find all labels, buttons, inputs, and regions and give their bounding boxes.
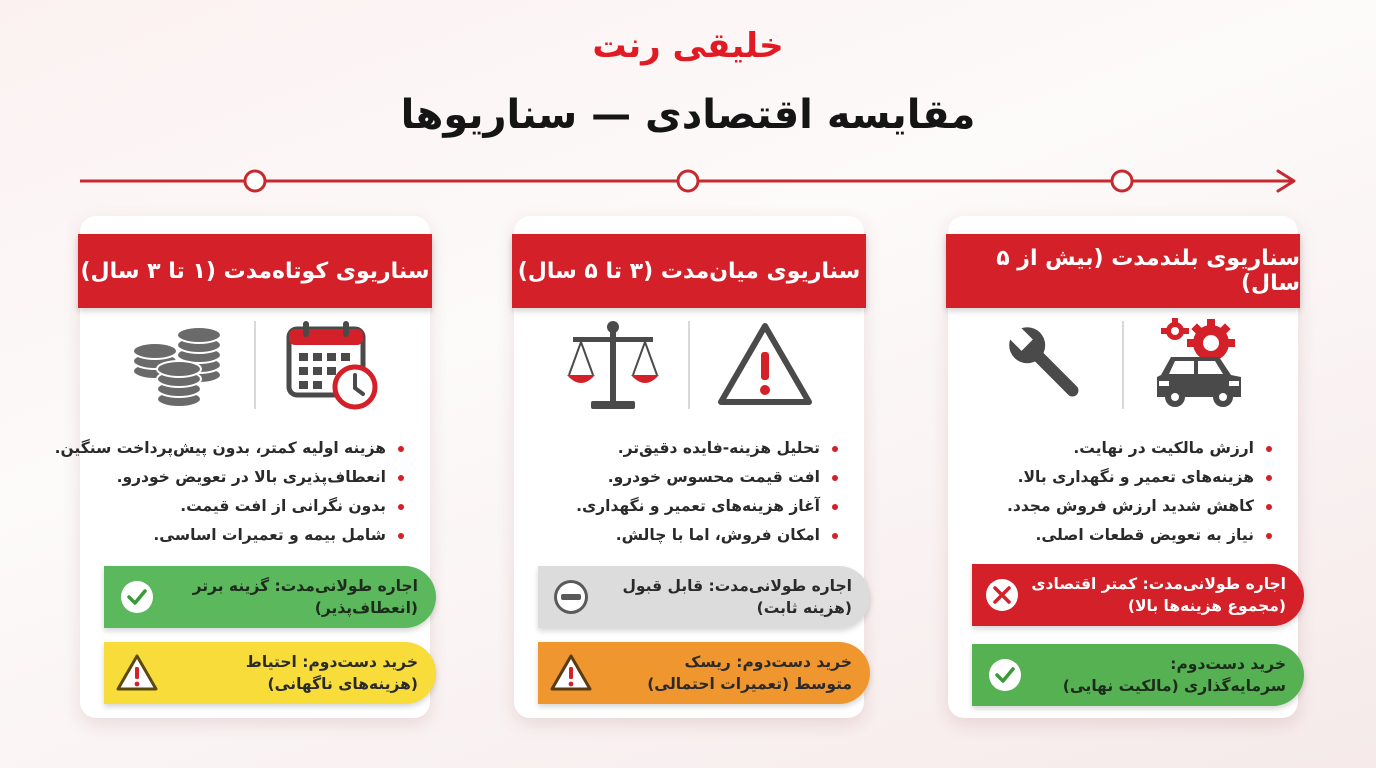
card-icons bbox=[80, 316, 430, 414]
buy-line2: (هزینه‌های ناگهانی) bbox=[267, 675, 418, 693]
timeline-node bbox=[678, 171, 698, 191]
x-circle-icon bbox=[972, 564, 1031, 626]
list-item: ارزش مالکیت در نهایت. bbox=[948, 434, 1278, 463]
scale-icon bbox=[538, 316, 688, 414]
car-gears-icon bbox=[1124, 316, 1274, 414]
buy-line1: خرید دست‌دوم: احتیاط bbox=[245, 653, 418, 671]
buy-line2: سرمایه‌گذاری (مالکیت نهایی) bbox=[1062, 677, 1286, 695]
list-item: افت قیمت محسوس خودرو. bbox=[514, 463, 844, 492]
list-item: هزینه‌های تعمیر و نگهداری بالا. bbox=[948, 463, 1278, 492]
bullet-list bbox=[948, 434, 1278, 550]
timeline-node bbox=[1112, 171, 1132, 191]
card-title: سناریوی بلندمدت (بیش از ۵ سال) bbox=[946, 234, 1300, 308]
list-item: کاهش شدید ارزش فروش مجدد. bbox=[948, 492, 1278, 521]
list-item: انعطاف‌پذیری بالا در تعویض خودرو. bbox=[80, 463, 410, 492]
icon-divider bbox=[254, 321, 256, 409]
bullet-list bbox=[514, 434, 844, 550]
brand-title: خلیقی رنت bbox=[592, 26, 784, 66]
warning-triangle-icon bbox=[690, 316, 840, 414]
card-long-term bbox=[948, 216, 1298, 718]
list-item: بدون نگرانی از افت قیمت. bbox=[80, 492, 410, 521]
list-item: هزینه اولیه کمتر، بدون پیش‌پرداخت سنگین. bbox=[80, 434, 410, 463]
buy-verdict bbox=[972, 644, 1304, 706]
lease-line2: (هزینه ثابت) bbox=[756, 599, 852, 617]
list-item: آغاز هزینه‌های تعمیر و نگهداری. bbox=[514, 492, 844, 521]
list-item: امکان فروش، اما با چالش. bbox=[514, 521, 844, 550]
timeline-arrow bbox=[70, 166, 1310, 196]
wrench-icon bbox=[972, 316, 1122, 414]
buy-line1: خرید دست‌دوم: ریسک bbox=[684, 653, 852, 671]
buy-verdict bbox=[538, 642, 870, 704]
warning-icon bbox=[538, 642, 604, 704]
lease-line1: اجاره طولانی‌مدت: قابل قبول bbox=[622, 577, 852, 595]
card-title: سناریوی میان‌مدت (۳ تا ۵ سال) bbox=[512, 234, 866, 308]
buy-line1: خرید دست‌دوم: bbox=[1170, 655, 1286, 673]
lease-verdict bbox=[972, 564, 1304, 626]
coins-icon bbox=[104, 316, 254, 414]
card-mid-term bbox=[514, 216, 864, 718]
check-circle-icon bbox=[104, 566, 170, 628]
card-icons bbox=[948, 316, 1298, 414]
icon-divider bbox=[1122, 321, 1124, 409]
calendar-clock-icon bbox=[256, 316, 406, 414]
check-circle-icon bbox=[972, 644, 1038, 706]
buy-line2: متوسط (تعمیرات احتمالی) bbox=[647, 675, 852, 693]
lease-line1: اجاره طولانی‌مدت: کمتر اقتصادی bbox=[1031, 575, 1286, 593]
buy-verdict bbox=[104, 642, 436, 704]
card-title: سناریوی کوتاه‌مدت (۱ تا ۳ سال) bbox=[78, 234, 432, 308]
lease-verdict bbox=[104, 566, 436, 628]
list-item: تحلیل هزینه-فایده دقیق‌تر. bbox=[514, 434, 844, 463]
lease-line2: (مجموع هزینه‌ها بالا) bbox=[1127, 597, 1286, 615]
timeline-node bbox=[245, 171, 265, 191]
list-item: نیاز به تعویض قطعات اصلی. bbox=[948, 521, 1278, 550]
bullet-list bbox=[54, 434, 410, 550]
card-short-term bbox=[54, 216, 430, 718]
lease-line2: (انعطاف‌پذیر) bbox=[314, 599, 418, 617]
lease-line1: اجاره طولانی‌مدت: گزینه برتر bbox=[192, 577, 418, 595]
icon-divider bbox=[688, 321, 690, 409]
page-title: مقایسه اقتصادی — سناریوها bbox=[400, 92, 976, 138]
list-item: شامل بیمه و تعمیرات اساسی. bbox=[80, 521, 410, 550]
lease-verdict bbox=[538, 566, 870, 628]
card-icons bbox=[514, 316, 864, 414]
warning-icon bbox=[104, 642, 170, 704]
minus-circle-icon bbox=[538, 566, 604, 628]
